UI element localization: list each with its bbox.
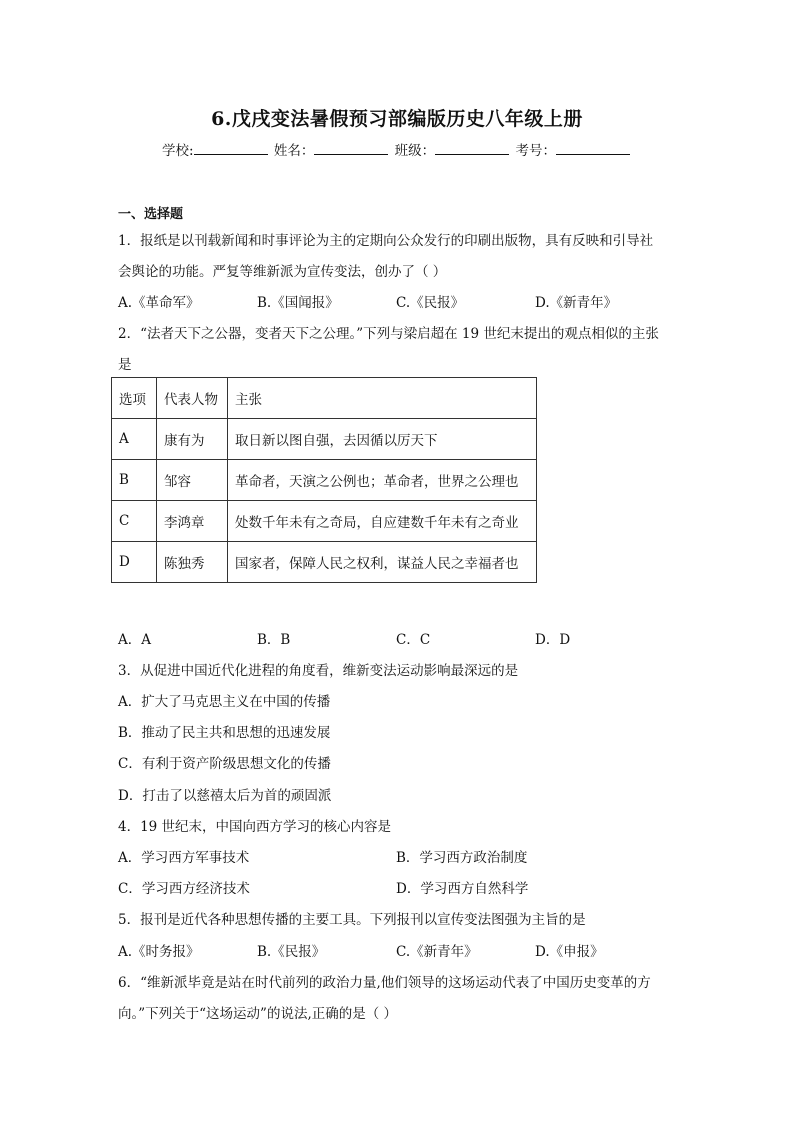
q3-stem: 3．从促进中国近代化进程的角度看，维新变法运动影响最深远的是 [118,663,519,679]
q1-stem-line1: 1．报纸是以刊载新闻和时事评论为主的定期向公众发行的印刷出版物，具有反映和引导社 [118,233,654,249]
table-cell: A [112,419,157,460]
table-cell: 邹容 [157,460,228,501]
q1-stem-line2: 会舆论的功能。严复等维新派为宣传变法，创办了（ ） [118,264,447,280]
school-blank[interactable] [194,142,268,155]
table-row [112,501,537,542]
q2-option-a[interactable]: A．A [118,632,151,648]
table-header-cell: 代表人物 [157,378,228,419]
q4-option-a[interactable]: A．学习西方军事技术 [118,850,250,866]
q5-option-a[interactable]: A.《时务报》 [118,944,200,960]
table-cell: 国家者，保障人民之权利，谋益人民之幸福者也 [228,542,537,583]
q1-option-d[interactable]: D.《新青年》 [535,295,618,311]
class-blank[interactable] [435,142,509,155]
q2-stem-line1: 2．“法者天下之公器，变者天下之公理。”下列与梁启超在 19 世纪末提出的观点相似的主张 [118,326,659,342]
exam-title: 6.戊戌变法暑假预习部编版历史八年级上册 [211,108,583,130]
q4-stem: 4．19 世纪末，中国向西方学习的核心内容是 [118,819,392,835]
table-cell: 处数千年未有之奇局，自应建数千年未有之奇业 [228,501,537,542]
q6-stem-line2: 向。”下列关于“这场运动”的说法,正确的是（ ） [118,1006,398,1022]
q2-option-d[interactable]: D．D [535,632,571,648]
table-header-cell: 选项 [112,378,157,419]
table-row [112,419,537,460]
name-blank[interactable] [314,142,388,155]
q3-option-c[interactable]: C．有利于资产阶级思想文化的传播 [118,756,331,772]
table-header-row [112,378,537,419]
q1-option-a[interactable]: A.《革命军》 [118,295,200,311]
name-label: 姓名： [273,143,315,159]
exam-number-label: 考号： [515,143,556,159]
table-cell: 陈独秀 [157,542,228,583]
q4-option-d[interactable]: D．学习西方自然科学 [396,881,529,897]
table-cell: 李鸿章 [157,501,228,542]
q4-option-b[interactable]: B．学习西方政治制度 [396,850,528,866]
q3-option-a[interactable]: A．扩大了马克思主义在中国的传播 [118,694,331,710]
q6-stem-line1: 6．“维新派毕竟是站在时代前列的政治力量,他们领导的这场运动代表了中国历史变革的方 [118,975,651,991]
q3-option-b[interactable]: B．推动了民主共和思想的迅速发展 [118,725,331,741]
table-cell: 康有为 [157,419,228,460]
student-info-line [0,139,794,159]
table-row [112,460,537,501]
q5-option-d[interactable]: D.《申报》 [535,944,604,960]
table-cell: B [112,460,157,501]
q1-option-c[interactable]: C.《民报》 [396,295,465,311]
q5-stem: 5．报刊是近代各种思想传播的主要工具。下列报刊以宣传变法图强为主旨的是 [118,912,586,928]
q5-option-b[interactable]: B.《民报》 [257,944,326,960]
table-row [112,542,537,583]
q4-option-c[interactable]: C．学习西方经济技术 [118,881,250,897]
q1-option-b[interactable]: B.《国闻报》 [257,295,339,311]
table-cell: 革命者，天演之公例也；革命者，世界之公理也 [228,460,537,501]
q2-table [111,377,537,583]
q2-stem-line2: 是 [118,357,132,373]
table-header-cell: 主张 [228,378,537,419]
q2-option-c[interactable]: C．C [396,632,431,648]
section-heading: 一、选择题 [118,207,184,222]
table-cell: 取日新以图自强，去因循以厉天下 [228,419,537,460]
school-label: 学校: [162,143,194,159]
q3-option-d[interactable]: D．打击了以慈禧太后为首的顽固派 [118,788,332,804]
class-label: 班级： [394,143,436,159]
q5-option-c[interactable]: C.《新青年》 [396,944,478,960]
table-cell: C [112,501,157,542]
q2-option-b[interactable]: B．B [257,632,291,648]
exam-number-blank[interactable] [556,142,630,155]
table-cell: D [112,542,157,583]
